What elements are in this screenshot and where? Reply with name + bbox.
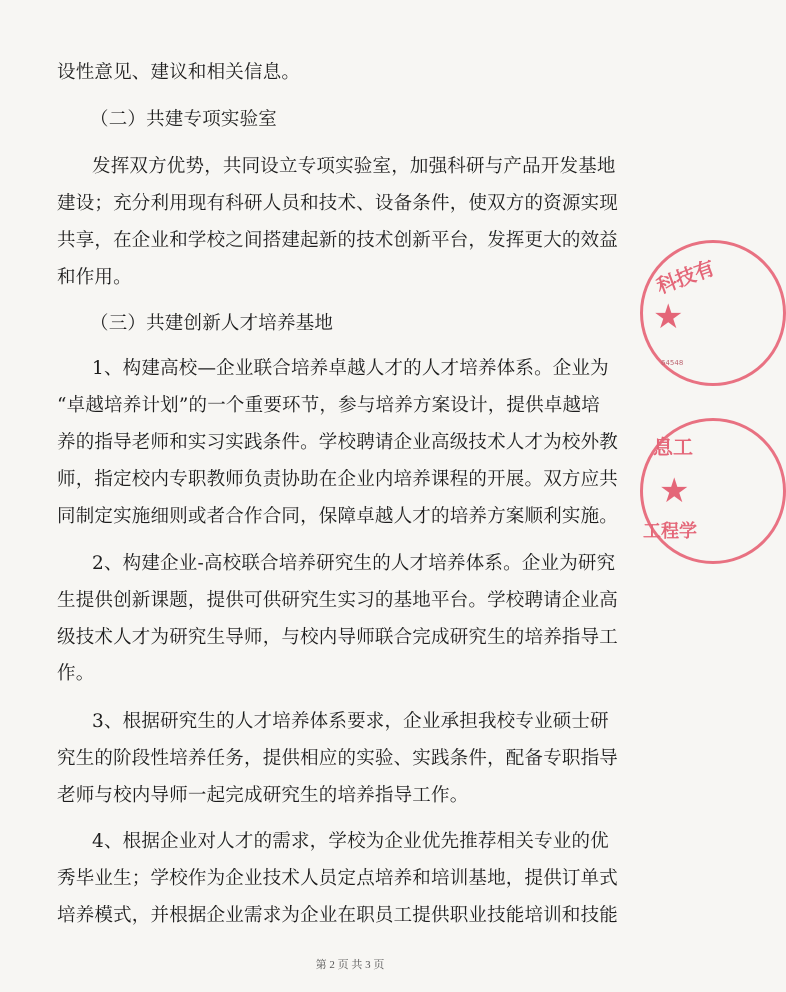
text-line: 设性意见、建议和相关信息。 (57, 62, 301, 83)
text-line: 秀毕业生；学校作为企业技术人员定点培养和培训基地，提供订单式 (57, 868, 619, 889)
text-line: 作。 (57, 663, 95, 684)
text-line: 生提供创新课题，提供可供研究生实习的基地平台。学校聘请企业高 (57, 590, 619, 611)
company-seal (640, 240, 786, 386)
text-line: 4、根据企业对人才的需求，学校为企业优先推荐相关专业的优 (92, 831, 609, 852)
text-line: 培养模式，并根据企业需求为企业在职员工提供职业技能培训和技能 (57, 905, 619, 926)
text-line: 究生的阶段性培养任务，提供相应的实验、实践条件，配备专职指导 (57, 748, 619, 769)
seal-text: 息工 (653, 435, 693, 459)
page-footer: 第 2 页 共 3 页 (315, 959, 385, 971)
text-line: 2、构建企业-高校联合培养研究生的人才培养体系。企业为研究 (92, 553, 616, 574)
star-icon: ★ (653, 297, 684, 337)
text-line: 建设；充分利用现有科研人员和技术、设备条件，使双方的资源实现 (57, 193, 619, 214)
text-line: 发挥双方优势，共同设立专项实验室，加强科研与产品开发基地 (92, 156, 616, 177)
text-line: 级技术人才为研究生导师，与校内导师联合完成研究生的培养指导工 (57, 627, 619, 648)
text-line: “卓越培养计划”的一个重要环节，参与培养方案设计，提供卓越培 (57, 395, 600, 416)
text-line: 1、构建高校—企业联合培养卓越人才的人才培养体系。企业为 (92, 358, 609, 379)
star-icon: ★ (659, 471, 690, 511)
text-line: 和作用。 (57, 267, 132, 288)
text-line: 师，指定校内专职教师负责协助在企业内培养课程的开展。双方应共 (57, 469, 619, 490)
seal-text: 工程学 (643, 521, 697, 542)
section-heading: （三）共建创新人才培养基地 (90, 313, 334, 334)
school-seal (640, 418, 786, 564)
section-heading: （二）共建专项实验室 (90, 109, 278, 130)
text-line: 3、根据研究生的人才培养体系要求，企业承担我校专业硕士研 (92, 711, 609, 732)
text-line: 养的指导老师和实习实践条件。学校聘请企业高级技术人才为校外教 (57, 432, 619, 453)
text-line: 老师与校内导师一起完成研究生的培养指导工作。 (57, 785, 469, 806)
seal-text: 科技有 (653, 255, 718, 299)
seal-number: 64548 (661, 359, 684, 367)
text-line: 共享，在企业和学校之间搭建起新的技术创新平台，发挥更大的效益 (57, 230, 619, 251)
text-line: 同制定实施细则或者合作合同，保障卓越人才的培养方案顺利实施。 (57, 506, 619, 527)
